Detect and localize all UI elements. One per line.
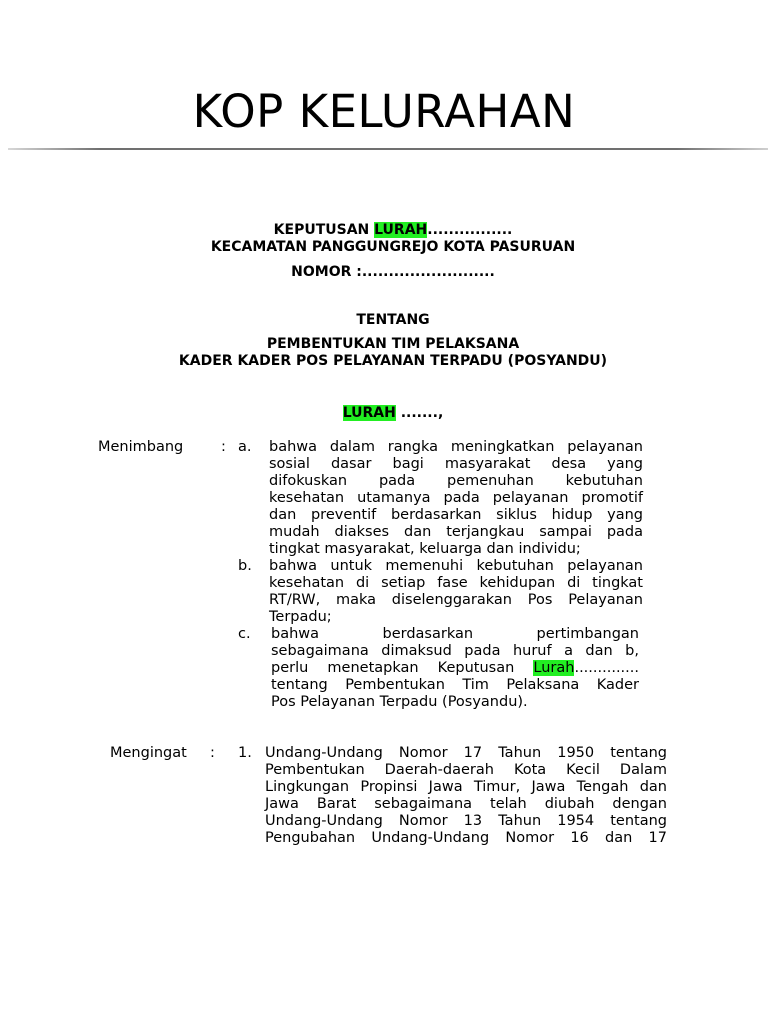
item-marker-c: c.: [238, 626, 251, 642]
text-line: tingkat masyarakat, keluarga dan individu;: [269, 541, 581, 557]
text-line: bahwa berdasarkan pertimbangan: [271, 626, 639, 642]
decree-title-prefix: KEPUTUSAN: [273, 222, 375, 238]
text-line: sebagaimana dimaksud pada huruf a dan b,: [271, 643, 639, 659]
mengingat-label: Mengingat: [110, 745, 187, 761]
menimbang-colon: :: [221, 439, 226, 455]
menimbang-item-b: [269, 558, 643, 626]
decree-title: [0, 222, 768, 238]
text-line-highlighted: [271, 660, 639, 677]
text-line: difokuskan pada pemenuhan kebutuhan: [269, 473, 643, 489]
menimbang-item-a: [269, 439, 643, 558]
hl-line-suffix: ..............: [574, 660, 639, 676]
official-line: [0, 405, 768, 421]
hl-line-prefix: perlu menetapkan Keputusan: [271, 660, 534, 676]
text-line: Lingkungan Propinsi Jawa Timur, Jawa Tengah dan: [265, 779, 667, 795]
text-line: RT/RW, maka diselenggarakan Pos Pelayanan: [269, 592, 643, 608]
text-line: Undang-Undang Nomor 13 Tahun 1954 tentang: [265, 813, 667, 829]
menimbang-label: Menimbang: [98, 439, 184, 455]
lurah-highlight-2: LURAH: [342, 405, 396, 421]
text-line: sosial dasar bagi masyarakat desa yang: [269, 456, 643, 472]
official-suffix: .......,: [395, 405, 444, 421]
letterhead-divider: [8, 148, 768, 150]
decree-district: KECAMATAN PANGGUNGREJO KOTA PASURUAN: [210, 239, 576, 255]
item-marker-b: b.: [238, 558, 252, 574]
decree-title-suffix: ................: [427, 222, 513, 238]
text-line: Jawa Barat sebagaimana telah diubah dengan: [265, 796, 667, 812]
text-line: bahwa untuk memenuhi kebutuhan pelayanan: [269, 558, 643, 574]
text-line: Pos Pelayanan Terpadu (Posyandu).: [271, 694, 528, 710]
text-line: Pengubahan Undang-Undang Nomor 16 dan 17: [265, 830, 667, 846]
item-marker-1: 1.: [238, 745, 252, 761]
lurah-highlight: LURAH: [374, 222, 428, 238]
text-line: kesehatan di setiap fase kehidupan di tingkat: [269, 575, 643, 591]
mengingat-colon: :: [210, 745, 215, 761]
menimbang-item-c: [271, 626, 639, 711]
decree-number: NOMOR :.........................: [291, 264, 495, 280]
item-marker-a: a.: [238, 439, 252, 455]
mengingat-item-1: [265, 745, 667, 847]
text-line: Terpadu;: [269, 609, 332, 625]
text-line: mudah diakses dan terjangkau sampai pada: [269, 524, 643, 540]
text-line: dan preventif berdasarkan siklus hidup yang: [269, 507, 643, 523]
letterhead-title: KOP KELURAHAN: [192, 85, 576, 138]
text-line: Pembentukan Daerah-daerah Kota Kecil Dalam: [265, 762, 667, 778]
lurah-highlight-3: Lurah: [533, 660, 575, 676]
text-line: kesehatan utamanya pada pelayanan promotif: [269, 490, 643, 506]
subject-line-2: KADER KADER POS PELAYANAN TERPADU (POSYANDU): [178, 353, 608, 369]
tentang-heading: TENTANG: [356, 312, 430, 328]
text-line: bahwa dalam rangka meningkatkan pelayanan: [269, 439, 643, 455]
text-line: tentang Pembentukan Tim Pelaksana Kader: [271, 677, 639, 693]
text-line: Undang-Undang Nomor 17 Tahun 1950 tentang: [265, 745, 667, 761]
subject-line-1: PEMBENTUKAN TIM PELAKSANA: [266, 336, 520, 352]
